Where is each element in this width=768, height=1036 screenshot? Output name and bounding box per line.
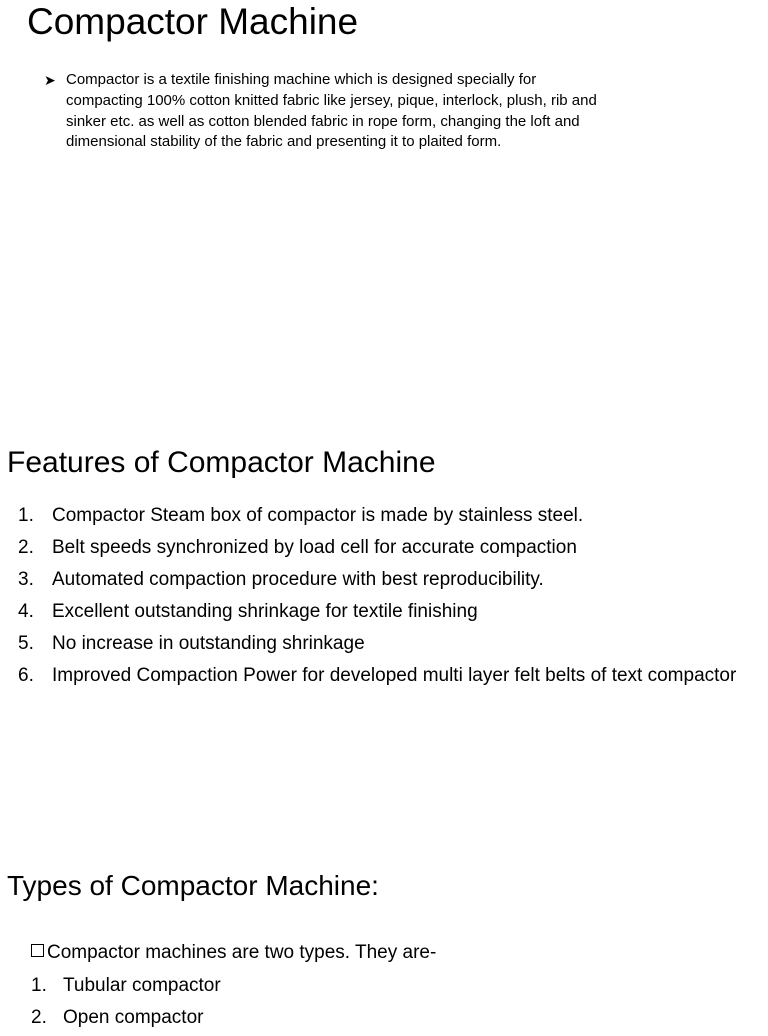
list-item — [18, 568, 738, 593]
types-intro-text: Compactor machines are two types. They are- — [47, 942, 437, 963]
slide1-title: Compactor Machine — [27, 1, 359, 42]
list-item — [31, 1005, 221, 1031]
list-item-text: No increase in outstanding shrinkage — [52, 633, 365, 654]
list-item-number: 6. — [18, 665, 34, 686]
list-item-text: Compactor Steam box of compactor is made by stainless steel. — [52, 505, 584, 526]
types-list — [31, 973, 221, 1036]
list-item-text: Open compactor — [63, 1006, 204, 1028]
list-item-number: 1. — [31, 975, 47, 996]
list-item — [18, 632, 738, 657]
arrowhead-bullet-icon: ➤ — [44, 72, 56, 88]
list-item-text: Compactor is a textile finishing machine which is designed specially for compacting 100% cotton knitted fabric like jersey, pique, interlock, plush, rib and sinker etc. as well as cotton blended fabric in rope form, changing the loft and dimensional stability of the fabric and presenting it to plaited form. — [66, 71, 597, 151]
list-item — [18, 536, 738, 561]
slide1-bullet-list — [44, 70, 614, 153]
list-item-text: Improved Compaction Power for developed multi layer felt belts of text compactor — [52, 665, 737, 686]
slide2-title: Features of Compactor Machine — [7, 446, 436, 479]
list-item-number: 3. — [18, 569, 34, 590]
list-item-number: 5. — [18, 633, 34, 654]
list-item-text: Excellent outstanding shrinkage for textile finishing — [52, 601, 478, 622]
slide3-title: Types of Compactor Machine: — [7, 870, 379, 901]
list-item-text: Belt speeds synchronized by load cell for accurate compaction — [52, 537, 577, 558]
list-item — [31, 973, 221, 999]
list-item-number: 2. — [31, 1006, 47, 1028]
list-item — [44, 70, 614, 153]
list-item-number: 2. — [18, 537, 34, 558]
list-item — [18, 600, 738, 625]
list-item-text: Automated compaction procedure with best reproducibility. — [52, 569, 544, 590]
checkbox-bullet-icon — [31, 944, 44, 957]
list-item-number: 1. — [18, 505, 34, 526]
list-item-text: Tubular compactor — [63, 975, 221, 996]
features-list — [18, 504, 738, 696]
types-intro — [31, 940, 436, 966]
list-item — [18, 504, 738, 529]
list-item-number: 4. — [18, 601, 34, 622]
list-item — [18, 664, 738, 689]
